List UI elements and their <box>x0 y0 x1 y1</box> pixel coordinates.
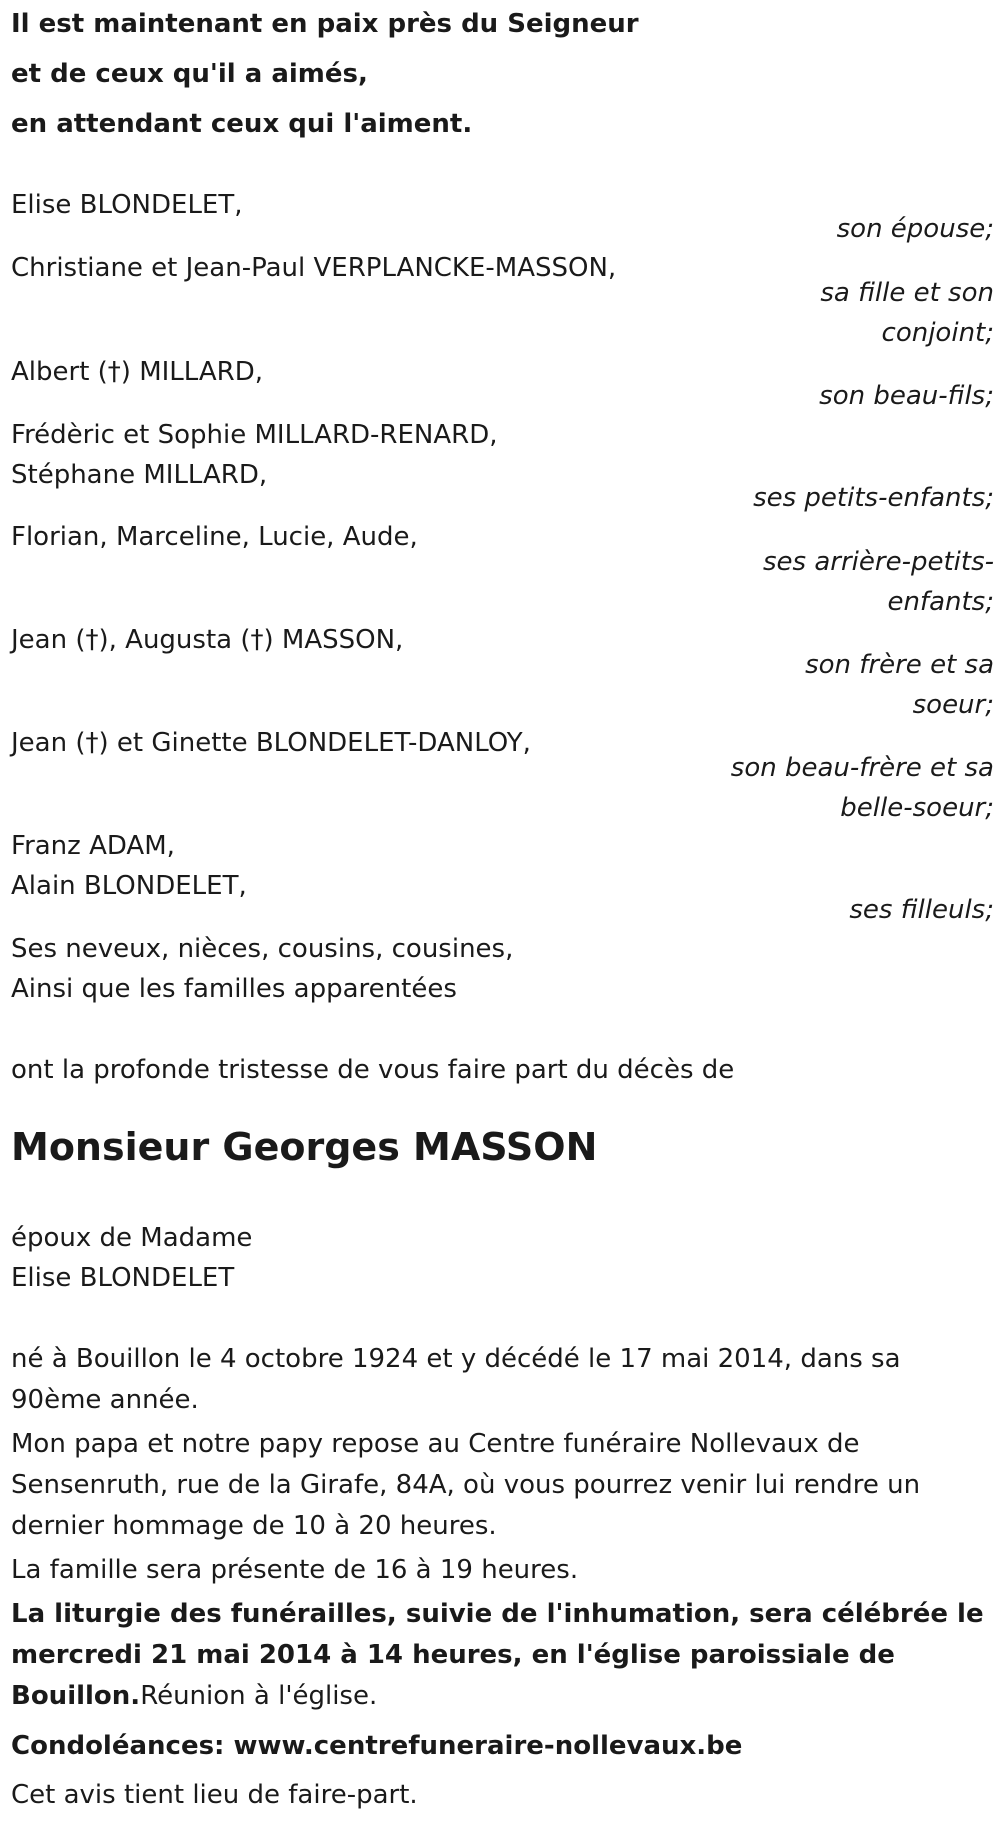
family-name: Jean (†) et Ginette BLONDELET-DANLOY, <box>11 728 531 758</box>
family-relation: conjoint; <box>881 318 994 348</box>
others-line-1: Ses neveux, nièces, cousins, cousines, <box>11 934 514 964</box>
family-relation: belle-soeur; <box>840 793 994 823</box>
intro-line-3: en attendant ceux qui l'aiment. <box>11 109 473 139</box>
spouse-line-1: époux de Madame <box>11 1223 253 1253</box>
birth-death: né à Bouillon le 4 octobre 1924 et y décédé le 17 mai 2014, dans sa 90ème année. <box>11 1344 901 1415</box>
spouse-line-2: Elise BLONDELET <box>11 1263 235 1293</box>
family-name: Christiane et Jean-Paul VERPLANCKE-MASSON, <box>11 253 617 283</box>
announcement: ont la profonde tristesse de vous faire part du décès de <box>11 1055 735 1085</box>
family-relation: enfants; <box>887 587 994 617</box>
family-name: Alain BLONDELET, <box>11 871 247 901</box>
family-relation: ses arrière-petits- <box>763 547 994 577</box>
family-name: Stéphane MILLARD, <box>11 460 268 490</box>
deceased-name: Monsieur Georges MASSON <box>11 1125 598 1169</box>
family-name: Frédèric et Sophie MILLARD-RENARD, <box>11 420 498 450</box>
family-relation: sa fille et son <box>820 278 994 308</box>
family-name: Albert (†) MILLARD, <box>11 357 264 387</box>
family-presence: La famille sera présente de 16 à 19 heures. <box>11 1555 579 1585</box>
closing-note: Cet avis tient lieu de faire-part. <box>11 1780 418 1810</box>
family-name: Florian, Marceline, Lucie, Aude, <box>11 522 418 552</box>
family-name: Jean (†), Augusta (†) MASSON, <box>11 625 404 655</box>
family-relation: soeur; <box>912 690 994 720</box>
intro-line-2: et de ceux qu'il a aimés, <box>11 59 368 89</box>
resting-place: Mon papa et notre papy repose au Centre funéraire Nollevaux de Sensenruth, rue de la Girafe, 84A, où vous pourrez venir lui rendre un dernier hommage de 10 à 20 heures. <box>11 1429 921 1541</box>
condolences: Condoléances: www.centrefuneraire-nollevaux.be <box>11 1731 743 1761</box>
liturgy-details: La liturgie des funérailles, suivie de l'inhumation, sera célébrée le mercredi 21 mai 2014 à 14 heures, en l'église paroissiale de Bouillon. <box>11 1599 984 1711</box>
family-relation: ses petits-enfants; <box>753 483 994 513</box>
liturgy-meeting: Réunion à l'église. <box>140 1681 378 1711</box>
intro-line-1: Il est maintenant en paix près du Seigneur <box>11 9 639 39</box>
others-line-2: Ainsi que les familles apparentées <box>11 974 457 1004</box>
family-relation: son épouse; <box>836 214 994 244</box>
liturgy <box>11 1594 986 1717</box>
family-relation: son beau-frère et sa <box>730 753 994 783</box>
family-name: Franz ADAM, <box>11 831 175 861</box>
family-relation: son frère et sa <box>805 650 994 680</box>
family-relation: ses filleuls; <box>849 895 994 925</box>
family-relation: son beau-fils; <box>819 381 994 411</box>
family-name: Elise BLONDELET, <box>11 190 243 220</box>
